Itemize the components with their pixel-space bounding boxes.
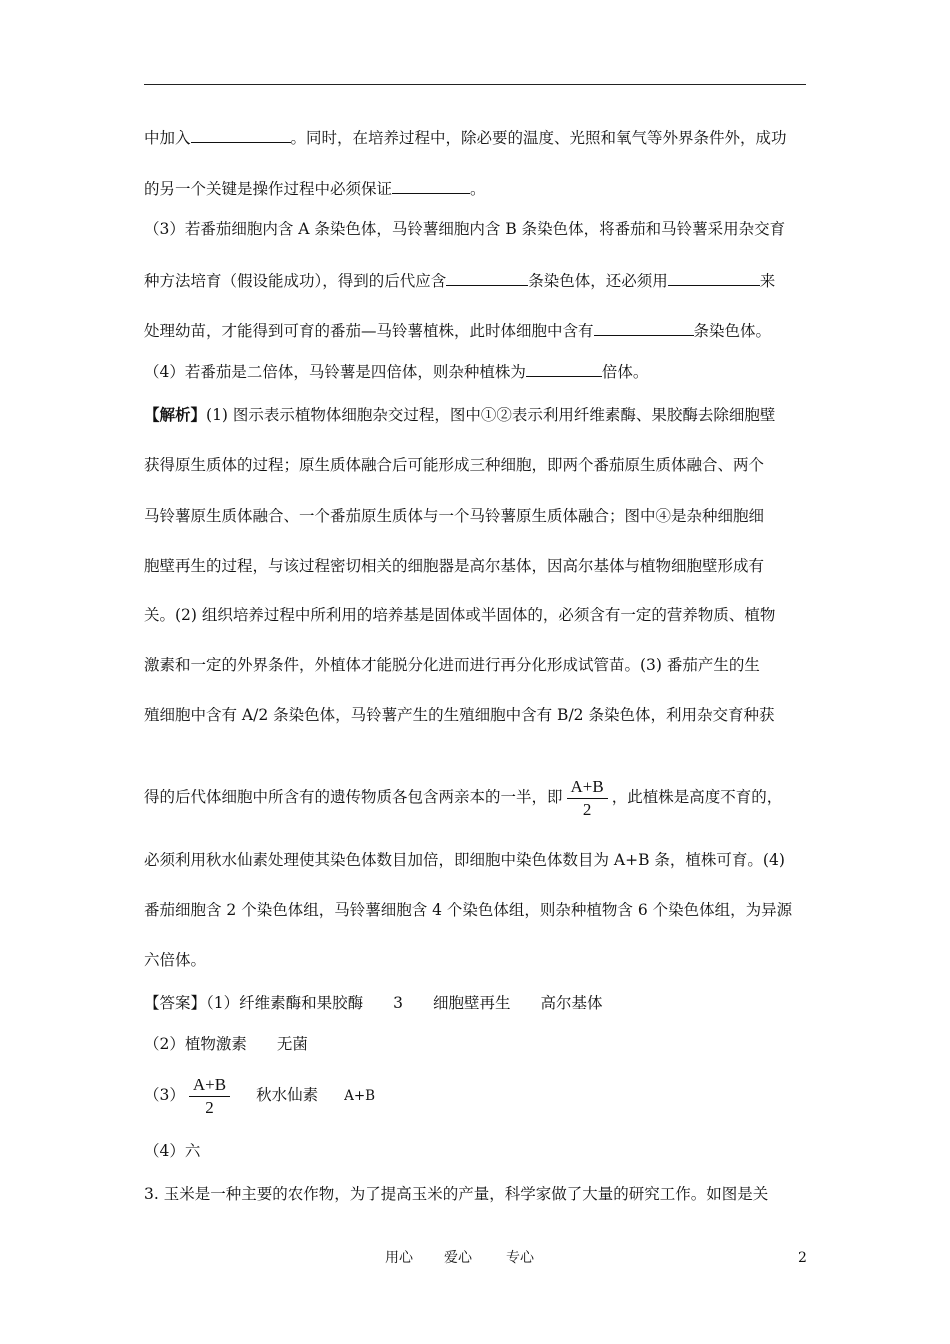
answer-blank[interactable] (392, 178, 470, 194)
text: 条染色体，还必须用 (528, 272, 668, 290)
analysis-line-3: 马铃薯原生质体融合、一个番茄原生质体与一个马铃薯原生质体融合；图中④是杂种细胞细 (144, 507, 765, 525)
text: 来 (759, 272, 776, 290)
answer-blank[interactable] (191, 127, 291, 143)
fraction-numerator: A+B (189, 1074, 230, 1097)
answer-item: 无菌 (276, 1035, 308, 1053)
answer-line-2 (144, 1034, 812, 1054)
answer-item: 植物激素 (184, 1035, 247, 1053)
footer-text-2: 爱心 (444, 1250, 472, 1266)
analysis-line-4: 胞壁再生的过程，与该过程密切相关的细胞器是高尔基体，因高尔基体与植物细胞壁形成有 (144, 557, 765, 575)
answer-blank[interactable] (594, 320, 694, 336)
answer-item: 细胞壁再生 (433, 994, 511, 1012)
question-3-next-line-1: 3. 玉米是一种主要的农作物，为了提高玉米的产量，科学家做了大量的研究工作。如图是关 (144, 1185, 769, 1203)
question-4-line-1 (144, 361, 812, 382)
header-rule (144, 84, 806, 85)
analysis-line-5: 关。(2) 组织培养过程中所利用的培养基是固体或半固体的，必须含有一定的营养物质、植物 (144, 606, 776, 624)
question-3-line-1: （3）若番茄细胞内含 A 条染色体，马铃薯细胞内含 B 条染色体，将番茄和马铃薯采用杂交育 (144, 220, 786, 238)
text: 。 (470, 180, 486, 198)
text: 条染色体。 (693, 322, 772, 340)
text: (1) 图示表示植物体细胞杂交过程，图中①②表示利用纤维素酶、果胶酶去除细胞壁 (206, 406, 776, 424)
answer-item: 秋水仙素 (256, 1086, 319, 1104)
text: 中加入 (144, 129, 191, 147)
text: （4）若番茄是二倍体，马铃薯是四倍体，则杂种植株为 (144, 363, 526, 381)
fraction-denominator: 2 (205, 1097, 214, 1117)
text: 种方法培育（假设能成功），得到的后代应含 (144, 272, 447, 290)
fraction (189, 1074, 230, 1119)
footer-text-3: 专心 (506, 1250, 534, 1266)
fraction (567, 776, 608, 821)
answer-item: 3 (393, 994, 404, 1012)
analysis-line-2: 获得原生质体的过程；原生质体融合后可能形成三种细胞，即两个番茄原生质体融合、两个 (144, 456, 765, 474)
analysis-line-11: 六倍体。 (144, 951, 207, 969)
analysis-label: 【解析】 (144, 405, 207, 424)
analysis-line-7: 殖细胞中含有 A/2 条染色体，马铃薯产生的生殖细胞中含有 B/2 条染色体，利用杂交育种获 (144, 706, 775, 724)
text: 的另一个关键是操作过程中必须保证 (144, 180, 393, 198)
answer-blank[interactable] (668, 270, 760, 286)
analysis-line-1 (144, 405, 812, 425)
answer-label: 【答案】 (144, 994, 207, 1012)
question-2-line-2 (144, 178, 812, 199)
analysis-line-8 (144, 774, 812, 821)
text: 。同时，在培养过程中，除必要的温度、光照和氧气等外界条件外，成功 (290, 129, 787, 147)
analysis-line-10: 番茄细胞含 2 个染色体组，马铃薯细胞含 4 个染色体组，则杂种植物含 6 个染色体组，为异源 (144, 901, 793, 919)
answer-number: （3） (144, 1086, 185, 1104)
answer-item: 高尔基体 (540, 994, 603, 1012)
analysis-line-9: 必须利用秋水仙素处理使其染色体数目加倍，即细胞中染色体数目为 A+B 条，植株可育。(4) (144, 851, 785, 869)
answer-item: A+B (344, 1088, 376, 1104)
answer-blank[interactable] (446, 270, 528, 286)
text: 倍体。 (601, 363, 649, 381)
text: 得的后代体细胞中所含有的遗传物质各包含两亲本的一半，即 (144, 788, 563, 806)
question-3-line-2 (144, 270, 812, 291)
question-3-line-3 (144, 320, 812, 341)
analysis-line-6: 激素和一定的外界条件，外植体才能脱分化进而进行再分化形成试管苗。(3) 番茄产生的生 (144, 656, 760, 674)
text: ，此植株是高度不育的， (611, 788, 783, 806)
answer-item: 纤维素酶和果胶酶 (239, 994, 364, 1012)
text: 处理幼苗，才能得到可育的番茄—马铃薯植株，此时体细胞中含有 (144, 322, 594, 340)
answer-number: （4） (144, 1142, 185, 1160)
answer-line-4 (144, 1141, 812, 1161)
question-2-line-1 (144, 127, 812, 148)
answer-item: 六 (184, 1142, 201, 1160)
fraction-denominator: 2 (582, 799, 592, 819)
page-number: 2 (798, 1250, 807, 1266)
footer-text-1: 用心 (385, 1250, 413, 1266)
answer-blank[interactable] (526, 361, 602, 377)
answer-line-3 (144, 1072, 812, 1119)
answer-line-1 (144, 993, 812, 1013)
fraction-numerator: A+B (567, 776, 608, 799)
answer-number: （1） (206, 994, 240, 1012)
answer-number: （2） (144, 1035, 185, 1053)
